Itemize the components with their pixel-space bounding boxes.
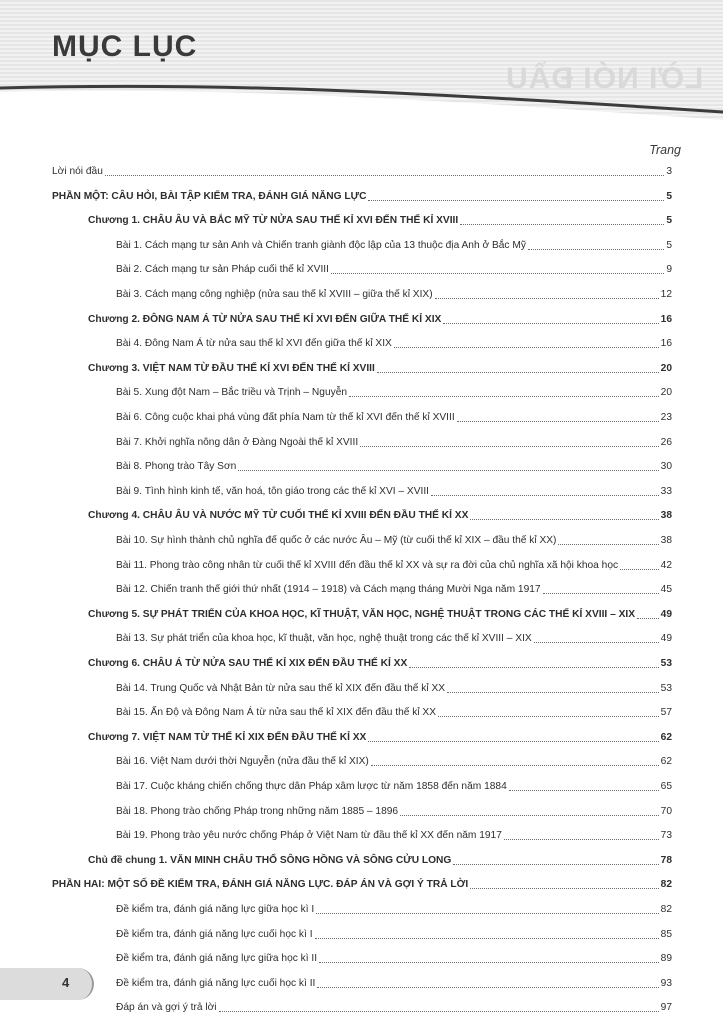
toc-entry-page: 33 (660, 485, 672, 497)
toc-entry (116, 947, 672, 965)
toc-entry-title: Đề kiểm tra, đánh giá năng lực giữa học kì I (116, 904, 315, 915)
toc-entry (52, 873, 672, 891)
toc-entry-page: 42 (660, 559, 672, 571)
toc-dot-leader (317, 987, 658, 988)
toc-dot-leader (470, 519, 658, 520)
toc-entry-page: 26 (660, 436, 672, 448)
toc-entry-title: Chương 7. VIỆT NAM TỪ THẾ KỈ XIX ĐẾN ĐẦU THẾ KỈ XX (88, 731, 367, 743)
toc-entry (116, 283, 672, 301)
toc-entry (116, 480, 672, 498)
toc-entry-page: 82 (660, 879, 672, 891)
toc-entry-title: Chương 1. CHÂU ÂU VÀ BẮC MỸ TỪ NỬA SAU THẾ KỈ XVI ĐẾN THẾ KỈ XVIII (88, 215, 459, 227)
toc-entry-title: Bài 13. Sự phát triển của khoa học, kĩ thuật, văn học, nghệ thuật trong các thế kỉ XVIII – XIX (116, 633, 532, 645)
toc-entry-page: 97 (660, 1002, 672, 1014)
toc-entry-page: 70 (660, 805, 672, 817)
toc-entry-page: 82 (660, 904, 672, 915)
toc-dot-leader (528, 249, 664, 250)
toc-entry (116, 996, 672, 1014)
toc-entry (116, 800, 672, 818)
toc-entry (116, 529, 672, 547)
page-number-tab (0, 968, 94, 1000)
toc-entry (88, 357, 672, 375)
toc-entry-title: Bài 1. Cách mạng tư sản Anh và Chiến tranh giành độc lập của 13 thuộc địa Anh ở Bắc Mỹ (116, 239, 526, 251)
toc-entry-title: Bài 9. Tình hình kinh tế, văn hoá, tôn giáo trong các thế kỉ XVI – XVIII (116, 485, 429, 497)
toc-entry-page: 9 (666, 264, 672, 276)
toc-entry-page: 45 (660, 584, 672, 596)
toc-entry-page: 16 (660, 338, 672, 350)
toc-entry-title: Bài 19. Phong trào yêu nước chống Pháp ở Việt Nam từ đầu thế kỉ XX đến năm 1917 (116, 830, 502, 842)
toc-dot-leader (105, 175, 664, 176)
toc-entry-page: 20 (660, 362, 672, 374)
toc-entry-page: 12 (660, 289, 672, 300)
toc-dot-leader (394, 347, 659, 348)
toc-entry-page: 57 (660, 707, 672, 719)
toc-entry-page: 38 (660, 510, 672, 522)
toc-entry (88, 726, 672, 744)
toc-entry-title: Bài 6. Công cuộc khai phá vùng đất phía Nam từ thế kỉ XVI đến thế kỉ XVIII (116, 412, 455, 423)
toc-entry-title: Bài 4. Đông Nam Á từ nửa sau thế kỉ XVI đến giữa thế kỉ XIX (116, 338, 392, 350)
toc-entry-title: Chương 4. CHÂU ÂU VÀ NƯỚC MỸ TỪ CUỐI THẾ KỈ XVIII ĐẾN ĐẦU THẾ KỈ XX (88, 510, 469, 522)
page-number: 4 (62, 975, 70, 990)
toc-entry-page: 73 (660, 830, 672, 842)
toc-entry-page: 53 (660, 682, 672, 694)
toc-dot-leader (409, 667, 658, 668)
toc-entry (88, 308, 672, 326)
toc-dot-leader (470, 888, 658, 889)
toc-dot-leader (331, 273, 664, 274)
toc-entry-page: 93 (660, 977, 672, 989)
toc-entry-title: Bài 15. Ấn Độ và Đông Nam Á từ nửa sau thế kỉ XIX đến đầu thế kỉ XX (116, 707, 437, 719)
toc-entry (116, 923, 672, 941)
toc-entry (116, 898, 672, 916)
toc-entry (116, 381, 672, 399)
toc-entry-title: Bài 17. Cuộc kháng chiến chống thực dân Pháp xâm lược từ năm 1858 đến năm 1884 (116, 781, 507, 792)
toc-entry-title: PHẦN MỘT: CÂU HỎI, BÀI TẬP KIỂM TRA, ĐÁNH GIÁ NĂNG LỰC (52, 190, 367, 202)
toc-entry-page: 38 (660, 535, 672, 546)
toc-dot-leader (400, 815, 659, 816)
toc-dot-leader (504, 839, 659, 840)
toc-entry (116, 775, 672, 793)
toc-entry (116, 455, 672, 473)
toc-entry-page: 30 (660, 461, 672, 473)
toc-dot-leader (509, 790, 659, 791)
toc-entry (116, 750, 672, 768)
toc-dot-leader (460, 224, 664, 225)
toc-entry-page: 5 (666, 190, 672, 202)
toc-entry-title: Bài 16. Việt Nam dưới thời Nguyễn (nửa đầu thế kỉ XIX) (116, 756, 369, 768)
toc-entry (116, 332, 672, 350)
toc-entry-title: Bài 7. Khởi nghĩa nông dân ở Đàng Ngoài thế kỉ XVIII (116, 436, 359, 448)
toc-entry (116, 701, 672, 719)
toc-dot-leader (319, 962, 659, 963)
toc-dot-leader (431, 495, 659, 496)
toc-dot-leader (368, 200, 664, 201)
toc-dot-leader (435, 298, 659, 299)
toc-entry-title: Đề kiểm tra, đánh giá năng lực giữa học kì II (116, 953, 318, 965)
toc-entry (116, 554, 672, 572)
toc-entry-title: Chủ đề chung 1. VĂN MINH CHÂU THỔ SÔNG HỒNG VÀ SÔNG CỬU LONG (88, 854, 452, 866)
toc-entry-title: Chương 6. CHÂU Á TỪ NỬA SAU THẾ KỈ XIX ĐẾN ĐẦU THẾ KỈ XX (88, 658, 408, 669)
toc-entry-page: 85 (660, 928, 672, 940)
toc-dot-leader (368, 741, 658, 742)
toc-dot-leader (543, 593, 659, 594)
toc-entry-page: 53 (660, 658, 672, 669)
toc-entry-title: Bài 3. Cách mạng công nghiệp (nửa sau thế kỉ XVIII – giữa thế kỉ XIX) (116, 289, 433, 300)
toc-dot-leader (447, 692, 659, 693)
toc-dot-leader (443, 323, 658, 324)
toc-entry-page: 16 (660, 313, 672, 325)
toc-entry-page: 5 (666, 239, 672, 251)
toc-dot-leader (453, 864, 658, 865)
toc-dot-leader (238, 470, 658, 471)
toc-entry-title: Chương 3. VIỆT NAM TỪ ĐẦU THẾ KỈ XVI ĐẾN THẾ KỈ XVIII (88, 362, 375, 374)
toc-entry-page: 89 (660, 953, 672, 965)
toc-dot-leader (349, 396, 659, 397)
toc-entry-title: Bài 10. Sự hình thành chủ nghĩa đế quốc ở các nước Âu – Mỹ (từ cuối thế kỉ XIX – đầu thế kỉ XX) (116, 535, 557, 546)
page-title: MỤC LỤC (52, 30, 198, 63)
toc-dot-leader (377, 372, 659, 373)
toc-entry (116, 627, 672, 645)
toc-entry (88, 603, 672, 621)
toc-entry-title: PHẦN HAI: MỘT SỐ ĐỀ KIỂM TRA, ĐÁNH GIÁ NĂNG LỰC. ĐÁP ÁN VÀ GỢI Ý TRẢ LỜI (52, 879, 469, 891)
toc-entry (116, 258, 672, 276)
toc-entry-page: 3 (666, 166, 672, 177)
toc-entry-title: Chương 5. SỰ PHÁT TRIỂN CỦA KHOA HỌC, KĨ THUẬT, VĂN HỌC, NGHỆ THUẬT TRONG CÁC THẾ KỈ XVIII – XIX (88, 608, 635, 620)
toc-entry (116, 677, 672, 695)
toc-entry-page: 65 (660, 781, 672, 792)
toc-entry-title: Bài 5. Xung đột Nam – Bắc triều và Trịnh – Nguyễn (116, 387, 348, 399)
toc-dot-leader (219, 1011, 659, 1012)
toc-entry (88, 504, 672, 522)
toc-entry (116, 234, 672, 252)
toc-entry-page: 20 (660, 387, 672, 399)
toc-entry-page: 78 (660, 854, 672, 866)
toc-entry-page: 23 (660, 412, 672, 423)
toc-entry-title: Bài 12. Chiến tranh thế giới thứ nhất (1914 – 1918) và Cách mạng tháng Mười Nga năm 1917 (116, 584, 541, 596)
toc-entry (116, 578, 672, 596)
toc-entry-page: 62 (660, 756, 672, 768)
toc-dot-leader (558, 544, 658, 545)
toc-entry-title: Bài 11. Phong trào công nhân từ cuối thế kỉ XVIII đến đầu thế kỉ XX và sự ra đời của chủ nghĩa xã hội khoa học (116, 559, 619, 571)
toc-entry-title: Đề kiểm tra, đánh giá năng lực cuối học kì I (116, 928, 313, 940)
toc-entry (52, 160, 672, 178)
toc-entry-page: 5 (666, 215, 672, 227)
toc-entry-page: 49 (660, 608, 672, 620)
toc-entry-title: Chương 2. ĐÔNG NAM Á TỪ NỬA SAU THẾ KỈ XVI ĐẾN GIỮA THẾ KỈ XIX (88, 313, 442, 325)
toc-dot-leader (371, 765, 659, 766)
toc-dot-leader (534, 642, 659, 643)
toc-dot-leader (438, 716, 659, 717)
toc-entry-title: Bài 8. Phong trào Tây Sơn (116, 461, 237, 473)
toc-entry (52, 185, 672, 203)
toc-entry (88, 849, 672, 867)
ghost-title: LỜI NÓI ĐẦU (505, 62, 704, 95)
toc-entry-title: Lời nói đầu (52, 166, 103, 177)
toc-entry (116, 431, 672, 449)
toc-dot-leader (316, 913, 658, 914)
page-column-label: Trang (649, 143, 681, 157)
toc-entry-title: Bài 14. Trung Quốc và Nhật Bản từ nửa sau thế kỉ XIX đến đầu thế kỉ XX (116, 682, 446, 694)
toc-entry-title: Bài 18. Phong trào chống Pháp trong những năm 1885 – 1896 (116, 805, 399, 817)
toc-entry (88, 209, 672, 227)
toc-entry-page: 49 (660, 633, 672, 645)
toc-entry (116, 824, 672, 842)
toc-dot-leader (360, 446, 658, 447)
toc-dot-leader (637, 618, 659, 619)
toc-entry-page: 62 (660, 731, 672, 743)
toc-dot-leader (315, 938, 659, 939)
toc-entry-title: Bài 2. Cách mạng tư sản Pháp cuối thế kỉ XVIII (116, 264, 329, 276)
toc-entry-title: Đáp án và gợi ý trả lời (116, 1002, 217, 1014)
toc-entry (116, 406, 672, 424)
toc-entry (88, 652, 672, 670)
toc-entry (116, 972, 672, 990)
toc-dot-leader (457, 421, 659, 422)
toc-entry-title: Đề kiểm tra, đánh giá năng lực cuối học kì II (116, 977, 316, 989)
toc-dot-leader (620, 569, 659, 570)
